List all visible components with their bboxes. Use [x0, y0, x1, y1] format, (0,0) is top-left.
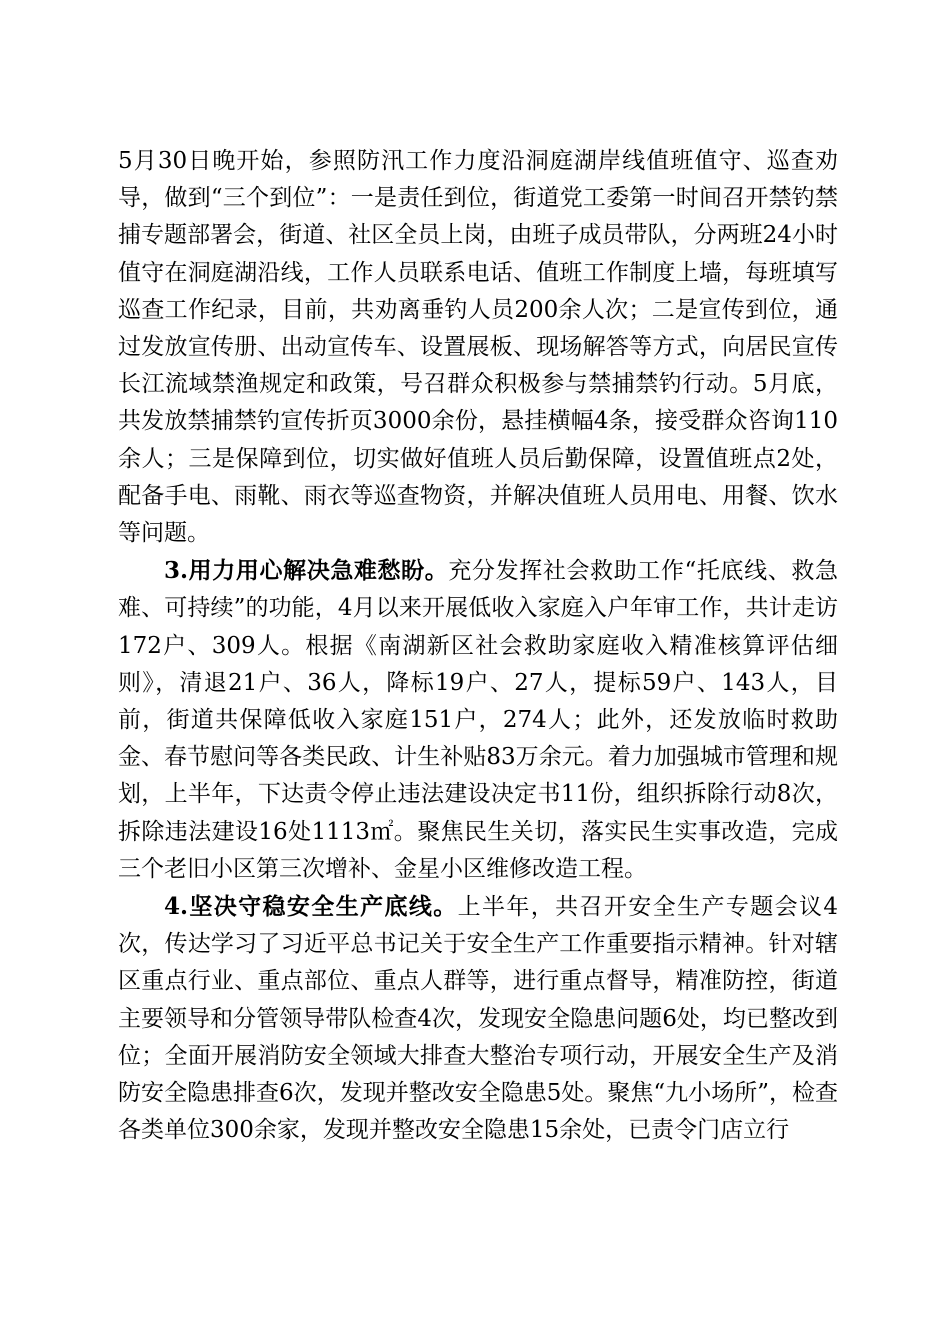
paragraph-text: 充分发挥社会救助工作“托底线、救急难、可持续”的功能，4月以来开展低收入家庭入户年审工作，共计走访172户、309人。根据《南湖新区社会救助家庭收入精准核算评估细则》，清退21户、36人，降标19户、27人，提标59户、143人，目前，街道共保障低收入家庭151户，274人；此外，还发放临时救助金、春节慰问等各类民政、计生补贴83万余元。着力加强城市管理和规划，上半年，下达责令停止违法建设决定书11份，组织拆除行动8次，拆除违法建设16处1113㎡。聚焦民生关切，落实民生实事改造，完成三个老旧小区第三次增补、金星小区维修改造工程。	[118, 558, 838, 882]
document-body	[118, 143, 838, 1149]
paragraph-text: 5月30日晚开始，参照防汛工作力度沿洞庭湖岸线值班值守、巡查劝导，做到“三个到位”：一是责任到位，街道党工委第一时间召开禁钓禁捕专题部署会，街道、社区全员上岗，由班子成员带队，分两班24小时值守在洞庭湖沿线，工作人员联系电话、值班工作制度上墙，每班填写巡查工作纪录，目前，共劝离垂钓人员200余人次；二是宣传到位，通过发放宣传册、出动宣传车、设置展板、现场解答等方式，向居民宣传长江流域禁渔规定和政策，号召群众积极参与禁捕禁钓行动。5月底，共发放禁捕禁钓宣传折页3000余份，悬挂横幅4条，接受群众咨询110余人；三是保障到位，切实做好值班人员后勤保障，设置值班点2处，配备手电、雨靴、雨衣等巡查物资，并解决值班人员用电、用餐、饮水等问题。	[118, 148, 838, 547]
paragraph-text: 上半年，共召开安全生产专题会议4次，传达学习了习近平总书记关于安全生产工作重要指示精神。针对辖区重点行业、重点部位、重点人群等，进行重点督导，精准防控，街道主要领导和分管领导带队检查4次，发现安全隐患问题6处，均已整改到位；全面开展消防安全领域大排查大整治专项行动，开展安全生产及消防安全隐患排查6次，发现并整改安全隐患5处。聚焦“九小场所”，检查各类单位300余家，发现并整改安全隐患15余处，已责令门店立行	[118, 894, 838, 1144]
paragraph-flood-patrol	[118, 143, 838, 552]
paragraph-heading: 3.用力用心解决急难愁盼。	[164, 557, 449, 585]
paragraph-social-assistance	[118, 552, 838, 888]
paragraph-safety-production	[118, 888, 838, 1149]
paragraph-heading: 4.坚决守稳安全生产底线。	[164, 893, 458, 921]
